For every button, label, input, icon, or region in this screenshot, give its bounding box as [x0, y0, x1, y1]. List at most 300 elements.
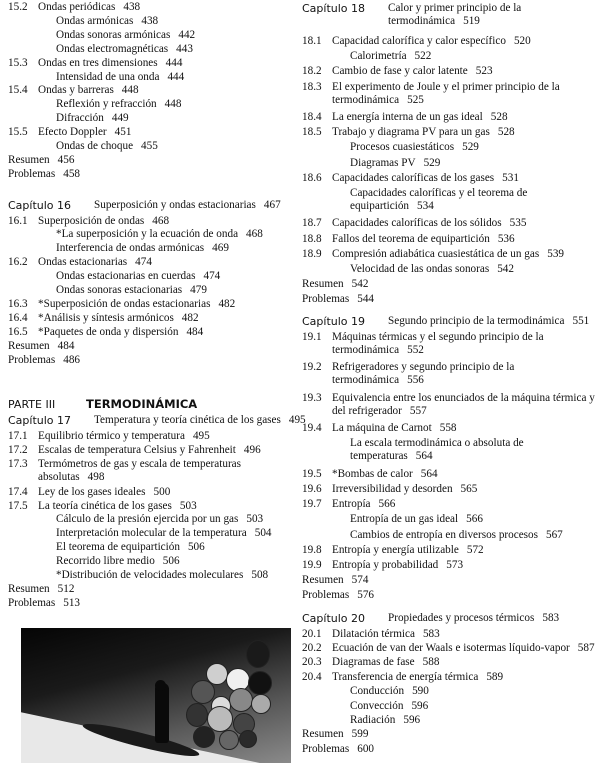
section-title-text: El experimento de Joule y el primer principio de la	[332, 80, 560, 93]
page-number: 474	[203, 270, 221, 283]
section-number: 19.5	[302, 467, 322, 480]
section-title-text: Resumen	[8, 153, 50, 166]
section-title-text: Cambios de entropía en diversos procesos	[350, 528, 538, 541]
section-title	[350, 700, 428, 713]
page-number: 444	[165, 56, 183, 69]
page-number: 468	[246, 228, 263, 241]
section-title	[302, 293, 374, 306]
page-number: 558	[439, 422, 457, 435]
section-title	[302, 574, 368, 587]
section-title-text: Capacidades caloríficas y el teorema de	[350, 186, 528, 199]
section-title-text: Problemas	[302, 742, 350, 755]
page-number: 531	[502, 171, 519, 184]
chapter-title-continued: termodinámica	[388, 15, 456, 27]
page-number: 442	[178, 28, 196, 41]
section-title-text: Interferencia de ondas armónicas	[56, 242, 205, 255]
section-title-continued: termodinámica	[332, 374, 400, 387]
page-number: 522	[414, 50, 432, 63]
page-number: 556	[407, 374, 424, 387]
section-title	[332, 642, 595, 655]
page-number: 528	[497, 126, 515, 139]
section-number: 19.2	[302, 361, 322, 374]
page-number: 513	[63, 596, 81, 609]
chapter-title	[388, 2, 521, 28]
section-title	[332, 544, 484, 557]
section-title-text: Efecto Doppler	[38, 126, 107, 139]
section-title-text: *Superposición de ondas estacionarias	[38, 297, 211, 310]
section-number: 20.1	[302, 627, 322, 640]
section-title-text: Velocidad de las ondas sonoras	[350, 262, 490, 275]
page-number: 600	[357, 742, 375, 755]
section-title-text: Interpretación molecular de la temperatura	[56, 527, 247, 540]
section-title-text: Diagramas PV	[350, 156, 416, 169]
section-number: 19.4	[302, 422, 322, 435]
section-number: 15.3	[8, 56, 28, 69]
section-title-text: Problemas	[8, 167, 56, 180]
section-number: 19.1	[302, 331, 322, 343]
section-number: 18.2	[302, 65, 322, 78]
section-title-text: Difracción	[56, 112, 104, 125]
section-title	[38, 298, 235, 311]
page-number: 484	[57, 339, 75, 352]
section-title	[332, 559, 463, 572]
section-title-text: Entropía	[332, 498, 371, 511]
section-title	[56, 513, 263, 526]
chapter-title-text: Calor y primer principio de la	[388, 2, 522, 14]
section-title-text: Equivalencia entre los enunciados de la máquina térmica y	[332, 391, 595, 404]
section-title	[56, 242, 229, 255]
section-title	[38, 126, 131, 139]
section-number: 16.2	[8, 256, 28, 269]
section-number: 17.5	[8, 499, 28, 512]
section-number: 16.1	[8, 214, 28, 227]
page-number: 512	[57, 582, 75, 595]
page-number: 589	[486, 670, 504, 683]
page-number: 572	[466, 543, 484, 556]
page-number: 444	[167, 70, 185, 83]
section-number: 19.3	[302, 391, 322, 404]
section-title-text: Transferencia de energía térmica	[332, 670, 479, 683]
section-title-text: *Distribución de velocidades moleculares	[56, 569, 244, 581]
page-number: 534	[417, 199, 434, 212]
chapter-title-text: Temperatura y teoría cinética de los gases	[94, 414, 281, 426]
page-number: 438	[141, 14, 159, 27]
page-number: 448	[164, 98, 182, 111]
section-number: 19.8	[302, 543, 322, 556]
section-title	[332, 331, 544, 357]
section-title	[302, 743, 374, 756]
section-number: 18.1	[302, 34, 322, 47]
page-number: 496	[243, 443, 261, 456]
chapter-title	[388, 612, 559, 625]
section-title	[350, 513, 483, 526]
section-title-text: Entropía y energía utilizable	[332, 543, 459, 556]
section-title-text: Conducción	[350, 685, 405, 698]
section-title	[332, 81, 560, 107]
page-number: 576	[357, 589, 375, 602]
section-title-text: Ondas electromagnéticas	[56, 42, 169, 55]
page-number: 567	[545, 528, 563, 541]
section-title	[350, 685, 429, 698]
page-number: 573	[446, 559, 464, 571]
section-title-text: Problemas	[302, 589, 350, 602]
section-title	[56, 15, 158, 28]
page-number: 542	[497, 262, 514, 275]
section-title	[38, 84, 139, 97]
section-number: 17.1	[8, 430, 28, 442]
page-number: 596	[411, 699, 429, 712]
section-title-text: Superposición de ondas	[38, 214, 145, 227]
section-number: 19.9	[302, 559, 322, 571]
page-number: 536	[497, 232, 515, 245]
section-title-text: Compresión adiabática cuasiestática de un gas	[332, 247, 540, 260]
section-title-text: Ondas armónicas	[56, 14, 134, 27]
page-number: 495	[192, 430, 210, 442]
section-title-text: Refrigeradores y segundo principio de la	[332, 361, 515, 374]
section-title-text: Ley de los gases ideales	[38, 485, 146, 498]
page-number: 574	[351, 574, 369, 587]
section-title	[332, 126, 515, 139]
section-title-text: Máquinas térmicas y el segundo principio de la	[332, 331, 544, 343]
chapter-label: Capítulo 18	[302, 2, 366, 15]
section-title-text: Ondas estacionarias en cuerdas	[56, 270, 196, 283]
section-number: 15.5	[8, 126, 28, 139]
section-title	[350, 437, 524, 463]
section-title-text: La teoría cinética de los gases	[38, 499, 172, 512]
section-title	[56, 541, 205, 554]
section-title	[56, 284, 207, 297]
section-title	[56, 228, 263, 241]
page-number: 508	[251, 569, 269, 581]
section-title-text: Dilatación térmica	[332, 627, 415, 640]
section-title-text: Fallos del teorema de equipartición	[332, 232, 490, 245]
section-title	[38, 57, 182, 70]
person-figure	[155, 683, 169, 743]
person-head	[155, 680, 166, 691]
section-title-text: Calorimetría	[350, 50, 407, 63]
page-number: 566	[378, 498, 396, 511]
page-number: 455	[141, 140, 158, 152]
page-number: 564	[415, 450, 433, 463]
section-title-text: Ecuación de van der Waals e isotermas líquido-vapor	[332, 641, 570, 654]
section-title	[332, 392, 595, 418]
page-number: 506	[187, 541, 205, 554]
page-number: 479	[190, 284, 207, 296]
page-number: 484	[186, 325, 204, 338]
section-title	[332, 217, 526, 230]
page-number: 596	[403, 713, 421, 726]
section-title	[38, 486, 170, 499]
section-title-text: Irreversibilidad y desorden	[332, 483, 453, 495]
section-title	[38, 215, 169, 228]
part-title: TERMODINÁMICA	[86, 397, 198, 411]
page-number: 456	[57, 153, 75, 166]
page-number: 458	[63, 167, 81, 180]
page-number: 520	[513, 34, 531, 47]
section-title	[56, 71, 184, 84]
section-title-text: Recorrido libre medio	[56, 555, 155, 568]
balloon-photo	[21, 628, 291, 763]
section-title	[38, 500, 197, 513]
section-number: 20.2	[302, 641, 322, 654]
page-number: 468	[152, 214, 170, 227]
section-number: 15.4	[8, 84, 28, 97]
section-title-text: Problemas	[8, 353, 56, 366]
section-title	[350, 529, 563, 542]
section-title-text: Ondas periódicas	[38, 1, 116, 13]
section-title-text: Capacidad calorífica y calor específico	[332, 34, 506, 47]
section-title-continued: temperaturas	[350, 450, 408, 463]
section-title-text: Intensidad de una onda	[56, 70, 160, 83]
part-label: PARTE III	[8, 398, 56, 411]
page-number: 486	[63, 353, 81, 366]
balloon	[219, 730, 239, 750]
section-title	[332, 248, 564, 261]
section-title-text: Entropía de un gas ideal	[350, 513, 459, 526]
page-number: 583	[422, 627, 440, 640]
page-number: 474	[135, 256, 152, 269]
balloon	[251, 694, 271, 714]
page-number: 565	[460, 483, 478, 495]
section-title	[332, 483, 477, 496]
section-number: 20.3	[302, 656, 322, 669]
chapter-title	[388, 315, 589, 328]
section-title-text: Ondas sonoras armónicas	[56, 28, 171, 41]
page-number: 506	[162, 555, 180, 568]
balloon	[246, 640, 270, 668]
section-number: 18.7	[302, 217, 322, 230]
section-title-text: Ondas estacionarias	[38, 256, 128, 269]
page-number: 482	[218, 297, 236, 310]
section-title-text: El teorema de equipartición	[56, 541, 180, 554]
section-title-continued: termodinámica	[332, 93, 400, 106]
balloon	[248, 671, 272, 695]
section-title-text: Entropía y probabilidad	[332, 559, 439, 571]
section-title	[8, 597, 80, 610]
section-title-text: La energía interna de un gas ideal	[332, 110, 483, 123]
page-number: 523	[475, 65, 493, 78]
section-title-text: Capacidades caloríficas de los sólidos	[332, 217, 502, 230]
section-title-text: La máquina de Carnot	[332, 422, 432, 435]
section-title	[350, 263, 514, 276]
page-number: 438	[123, 1, 141, 13]
chapter-label: Capítulo 20	[302, 612, 366, 625]
chapter-title-text: Superposición y ondas estacionarias	[94, 199, 256, 211]
section-title	[8, 168, 80, 181]
page-number: 448	[121, 84, 139, 97]
section-title-text: La escala termodinámica o absoluta de	[350, 437, 524, 450]
section-title	[302, 278, 368, 291]
balloon	[239, 730, 257, 748]
chapter-label: Capítulo 19	[302, 315, 366, 328]
section-title	[56, 43, 193, 56]
page-number: 528	[490, 110, 508, 123]
section-number: 19.6	[302, 483, 322, 495]
section-title-text: Resumen	[8, 582, 50, 595]
section-title-text: Convección	[350, 699, 404, 712]
section-title-text: Escalas de temperatura Celsius y Fahrenheit	[38, 443, 236, 456]
section-title	[38, 1, 140, 14]
section-number: 16.5	[8, 325, 28, 338]
section-title-text: Trabajo y diagrama PV para un gas	[332, 126, 490, 139]
page-number: 449	[111, 112, 129, 125]
section-title-continued: del refrigerador	[332, 404, 402, 417]
page-number: 590	[412, 685, 429, 698]
chapter-title-text: Segundo principio de la termodinámica	[388, 315, 565, 327]
section-title	[332, 671, 503, 684]
section-title-text: Equilibrio térmico y temperatura	[38, 430, 185, 442]
page-number: 503	[246, 513, 264, 526]
page-number: 443	[176, 42, 193, 55]
section-title-text: Ondas de choque	[56, 140, 134, 152]
section-title	[350, 50, 431, 63]
section-title	[56, 112, 129, 125]
section-title-text: Problemas	[302, 293, 350, 306]
section-title-text: Cálculo de la presión ejercida por un gas	[56, 513, 239, 526]
section-title-text: Ondas en tres dimensiones	[38, 56, 158, 69]
section-title-text: *Paquetes de onda y dispersión	[38, 325, 179, 338]
chapter-title	[94, 199, 281, 212]
section-title	[56, 140, 158, 153]
section-title	[350, 157, 440, 170]
chapter-label: Capítulo 16	[8, 199, 72, 212]
section-title-text: Reflexión y refracción	[56, 98, 157, 111]
section-title-text: *Análisis y síntesis armónicos	[38, 311, 174, 324]
section-title-text: *Bombas de calor	[332, 467, 413, 480]
section-title	[56, 555, 180, 568]
section-number: 17.4	[8, 485, 28, 498]
section-title	[8, 340, 74, 353]
section-number: 17.2	[8, 443, 28, 456]
page-number: 566	[466, 513, 483, 526]
section-title	[56, 29, 195, 42]
page-number: 599	[351, 728, 369, 741]
section-title-text: Capacidades caloríficas de los gases	[332, 171, 495, 184]
section-number: 18.9	[302, 247, 322, 260]
section-number: 18.4	[302, 110, 322, 123]
section-title	[332, 361, 514, 387]
section-title-text: Cambio de fase y calor latente	[332, 65, 468, 78]
section-title	[332, 422, 457, 435]
section-title	[332, 628, 440, 641]
page-number: 500	[153, 485, 171, 498]
section-number: 18.3	[302, 80, 322, 93]
section-title	[332, 233, 515, 246]
section-title-text: Termómetros de gas y escala de temperaturas	[38, 457, 241, 470]
section-title-text: *La superposición y la ecuación de onda	[56, 228, 239, 241]
page-number: 451	[114, 126, 132, 139]
section-title	[350, 714, 420, 727]
page-number: 551	[572, 315, 590, 327]
page-number: 498	[87, 470, 105, 483]
section-number: 17.3	[8, 457, 28, 470]
section-title	[56, 270, 220, 283]
page-number: 583	[542, 612, 560, 624]
section-title	[350, 187, 527, 213]
section-title-continued: termodinámica	[332, 344, 400, 356]
section-title	[38, 256, 152, 269]
section-title	[38, 458, 241, 484]
section-title	[38, 430, 210, 443]
section-number: 19.7	[302, 498, 322, 511]
section-title	[56, 527, 272, 540]
section-title	[302, 728, 368, 741]
chapter-title-text: Propiedades y procesos térmicos	[388, 612, 535, 624]
section-title-text: Problemas	[8, 596, 56, 609]
section-title	[332, 656, 439, 669]
section-title-text: Ondas y barreras	[38, 84, 114, 97]
section-title	[56, 569, 268, 582]
section-number: 15.2	[8, 1, 28, 13]
section-title-text: Resumen	[302, 728, 344, 741]
page-number: 529	[462, 141, 479, 154]
page-number: 535	[509, 217, 527, 230]
balloon	[193, 726, 215, 748]
section-title	[350, 141, 479, 154]
page-number: 504	[254, 527, 272, 540]
section-title-text: Radiación	[350, 713, 396, 726]
page-number: 503	[179, 499, 197, 512]
page-number: 539	[547, 247, 564, 260]
section-number: 18.6	[302, 171, 322, 184]
page-number: 525	[407, 93, 424, 106]
page-number: 469	[212, 242, 229, 255]
page-number: 587	[577, 641, 595, 654]
page-number: 552	[407, 344, 424, 356]
page-number: 542	[351, 278, 369, 291]
page-number: 588	[422, 656, 440, 669]
page-number: 557	[409, 404, 427, 417]
section-title	[332, 35, 531, 48]
section-title	[8, 154, 74, 167]
page-number: 519	[463, 15, 480, 27]
chapter-title	[94, 414, 306, 427]
section-title-text: Ondas sonoras estacionarias	[56, 284, 183, 296]
section-number: 18.5	[302, 126, 322, 139]
section-title	[332, 65, 493, 78]
page-number: 482	[181, 311, 199, 324]
section-title	[332, 468, 438, 481]
section-title	[332, 172, 519, 185]
page-number: 495	[288, 414, 306, 426]
section-number: 20.4	[302, 670, 322, 683]
section-title	[38, 312, 199, 325]
section-title-continued: absolutas	[38, 470, 80, 483]
section-title	[56, 98, 181, 111]
section-title	[8, 354, 80, 367]
section-title	[8, 583, 74, 596]
balloon	[229, 688, 253, 712]
section-title	[38, 444, 261, 457]
section-title-text: Resumen	[8, 339, 50, 352]
section-title	[332, 498, 395, 511]
section-title-continued: equipartición	[350, 199, 410, 212]
section-number: 16.3	[8, 297, 28, 310]
page-number: 467	[263, 199, 281, 211]
section-number: 18.8	[302, 232, 322, 245]
section-title-text: Resumen	[302, 278, 344, 291]
page-number: 564	[420, 467, 438, 480]
section-number: 16.4	[8, 311, 28, 324]
section-title-text: Resumen	[302, 574, 344, 587]
chapter-label: Capítulo 17	[8, 414, 72, 427]
section-title	[38, 326, 203, 339]
balloon	[186, 703, 208, 727]
page-number: 544	[357, 293, 375, 306]
section-title	[302, 589, 374, 602]
section-title	[332, 111, 508, 124]
section-title-text: Procesos cuasiestáticos	[350, 141, 455, 154]
